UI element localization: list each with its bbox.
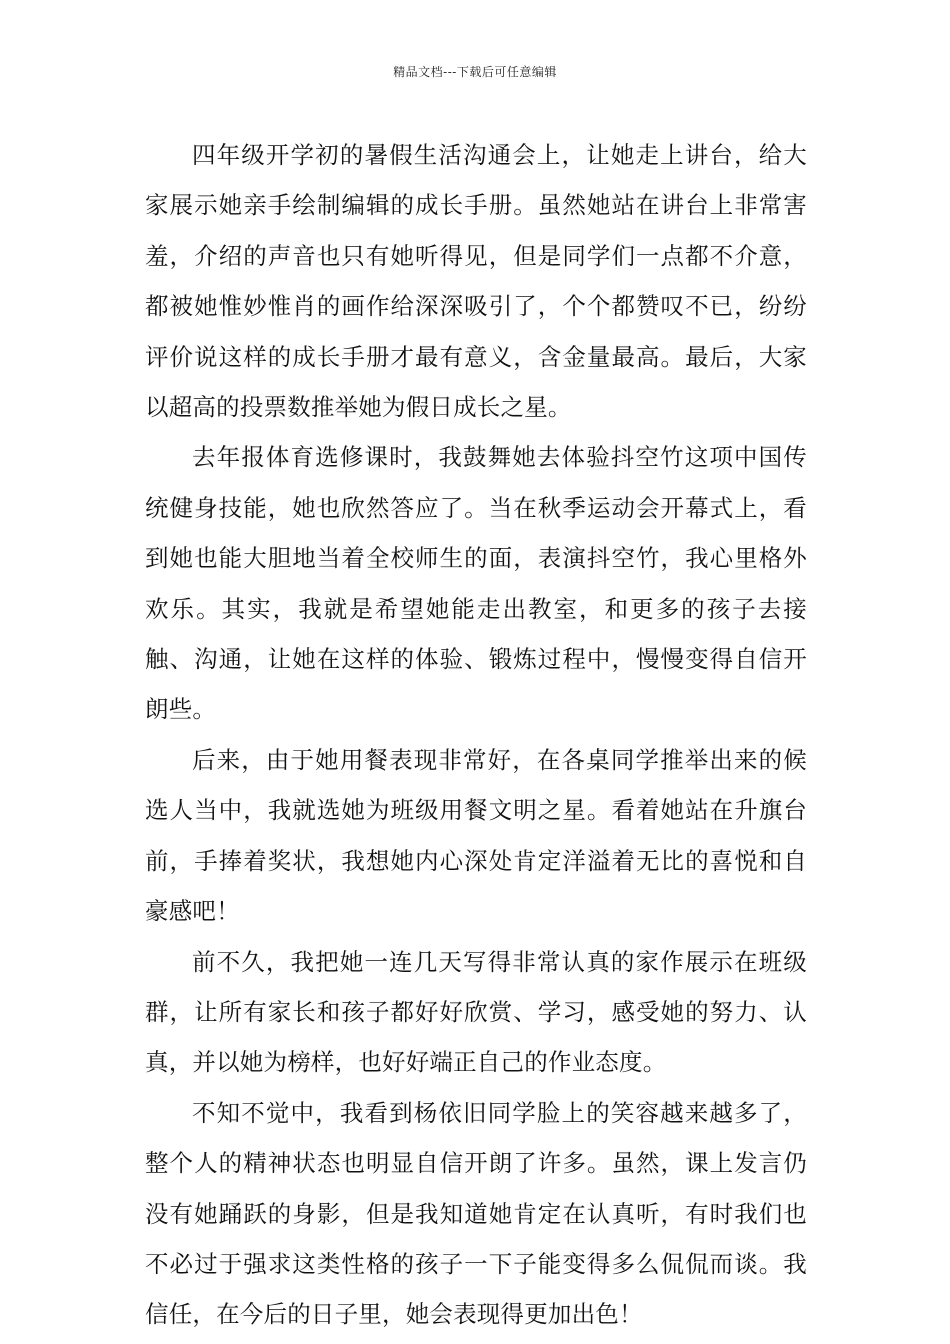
page-header: 精品文档---下载后可任意编辑 xyxy=(393,65,557,79)
paragraph-1: 四年级开学初的暑假生活沟通会上，让她走上讲台，给大家展示她亲手绘制编辑的成长手册。虽然她站在讲台上非常害羞，介绍的声音也只有她听得见，但是同学们一点都不介意，都被她惟妙惟肖的画作给深深吸引了，个个都赞叹不已，纷纷评价说这样的成长手册才最有意义，含金量最高。最后，大家以超高的投票数推举她为假日成长之星。 xyxy=(145,141,807,422)
paragraph-2: 去年报体育选修课时，我鼓舞她去体验抖空竹这项中国传统健身技能，她也欣然答应了。当在秋季运动会开幕式上，看到她也能大胆地当着全校师生的面，表演抖空竹，我心里格外欢乐。其实，我就是希望她能走出教室，和更多的孩子去接触、沟通，让她在这样的体验、锻炼过程中，慢慢变得自信开朗些。 xyxy=(145,443,807,724)
paragraph-5: 不知不觉中，我看到杨依旧同学脸上的笑容越来越多了，整个人的精神状态也明显自信开朗了许多。虽然，课上发言仍没有她踊跃的身影，但是我知道她肯定在认真听，有时我们也不必过于强求这类性格的孩子一下子能变得多么侃侃而谈。我信任，在今后的日子里，她会表现得更加出色！ xyxy=(145,1098,807,1329)
document-body xyxy=(145,130,807,1340)
paragraph-3: 后来，由于她用餐表现非常好，在各桌同学推举出来的候选人当中，我就选她为班级用餐文明之星。看着她站在升旗台前，手捧着奖状，我想她内心深处肯定洋溢着无比的喜悦和自豪感吧！ xyxy=(145,745,807,926)
paragraph-4: 前不久，我把她一连几天写得非常认真的家作展示在班级群，让所有家长和孩子都好好欣赏、学习，感受她的努力、认真，并以她为榜样，也好好端正自己的作业态度。 xyxy=(145,947,807,1077)
